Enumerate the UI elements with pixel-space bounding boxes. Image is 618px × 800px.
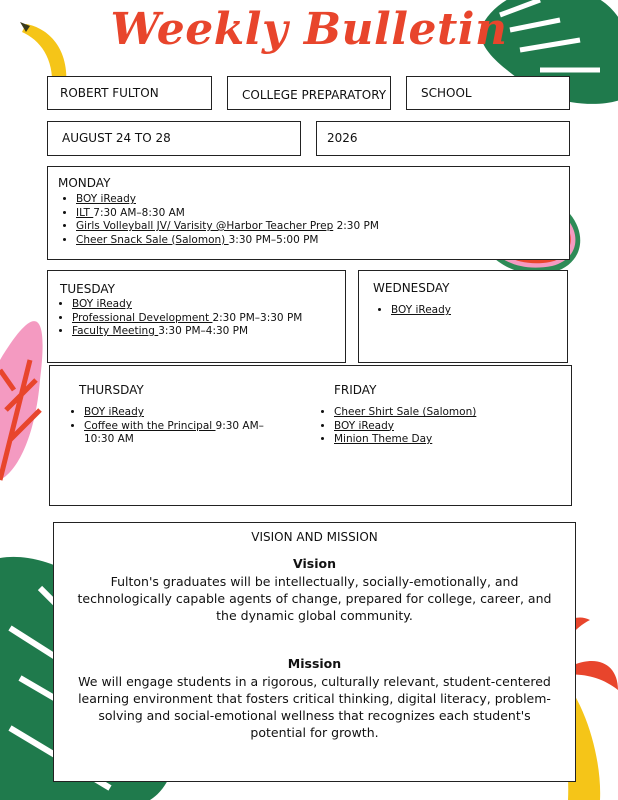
event-time: 2:30 PM–3:30 PM	[212, 311, 303, 324]
friday-label: FRIDAY	[334, 383, 377, 397]
event-link[interactable]: Minion Theme Day	[334, 433, 433, 445]
list-item	[76, 193, 379, 207]
vision-mission-box	[53, 522, 576, 782]
thursday-events	[68, 406, 284, 447]
wednesday-events	[375, 304, 451, 318]
list-item	[72, 298, 302, 312]
event-time: 3:30 PM–4:30 PM	[158, 325, 249, 337]
tuesday-box	[47, 270, 346, 363]
tuesday-label: TUESDAY	[60, 282, 115, 296]
list-item	[391, 304, 451, 318]
thursday-friday-box	[49, 365, 572, 506]
school-name-box-2	[227, 76, 391, 110]
mission-title: Mission	[287, 656, 342, 671]
event-time: 2:30 PM	[333, 220, 379, 232]
monday-events	[60, 193, 379, 247]
event-time: 3:30 PM–5:00 PM	[228, 233, 319, 246]
event-link[interactable]: BOY iReady	[334, 419, 394, 432]
vision-text: Fulton's graduates will be intellectually, socially-emotionally, and technologically capable agents of change, prepared for college, career, and the dynamic global community.	[77, 574, 552, 623]
event-link[interactable]: Cheer Shirt Sale (Salomon)	[334, 406, 477, 418]
page-title: Weekly Bulletin	[110, 4, 508, 55]
year: 2026	[327, 131, 358, 145]
list-item	[84, 406, 284, 420]
school-name-box-1	[47, 76, 212, 110]
year-box	[316, 121, 570, 156]
event-link[interactable]: BOY iReady	[391, 304, 451, 316]
list-item	[76, 207, 379, 221]
event-link[interactable]: BOY iReady	[72, 298, 132, 310]
monday-label: MONDAY	[58, 176, 111, 190]
wednesday-box	[358, 270, 568, 363]
friday-events	[318, 406, 476, 447]
list-item	[72, 312, 302, 326]
event-link[interactable]: BOY iReady	[76, 193, 136, 205]
wednesday-label: WEDNESDAY	[373, 281, 450, 295]
event-link[interactable]: Girls Volleyball JV/ Varisity @Harbor Teacher Prep	[76, 220, 334, 232]
event-time: 7:30 AM–8:30 AM	[93, 206, 185, 219]
list-item	[72, 325, 302, 339]
school-name-box-3	[406, 76, 570, 110]
school-name-part-1: ROBERT FULTON	[60, 86, 159, 100]
event-time: 9:30 AM–10:30 AM	[84, 419, 264, 445]
event-link[interactable]: ILT	[76, 206, 94, 219]
list-item	[334, 420, 476, 434]
list-item	[76, 220, 379, 234]
event-link[interactable]: Professional Development	[72, 311, 213, 324]
event-link[interactable]: Cheer Snack Sale (Salomon)	[76, 233, 229, 246]
vision-mission-heading: VISION AND MISSION	[251, 530, 378, 544]
week-dates: AUGUST 24 TO 28	[62, 131, 171, 145]
list-item	[84, 420, 284, 447]
list-item	[334, 406, 476, 420]
list-item	[76, 234, 379, 248]
mission-text: We will engage students in a rigorous, culturally relevant, student-centered learning environment that fosters critical thinking, digital literacy, problem-solving and social-emotional wellness that recognizes each student's potential for growth.	[78, 674, 551, 740]
school-name-part-2: COLLEGE PREPARATORY	[242, 88, 387, 102]
event-link[interactable]: Coffee with the Principal	[84, 419, 216, 432]
school-name-part-3: SCHOOL	[421, 86, 472, 100]
tuesday-events	[56, 298, 302, 339]
thursday-label: THURSDAY	[79, 383, 144, 397]
week-box	[47, 121, 301, 156]
list-item	[334, 433, 476, 447]
monday-box	[47, 166, 570, 260]
event-link[interactable]: BOY iReady	[84, 406, 144, 418]
vision-title: Vision	[293, 556, 336, 571]
event-link[interactable]: Faculty Meeting	[72, 325, 159, 337]
